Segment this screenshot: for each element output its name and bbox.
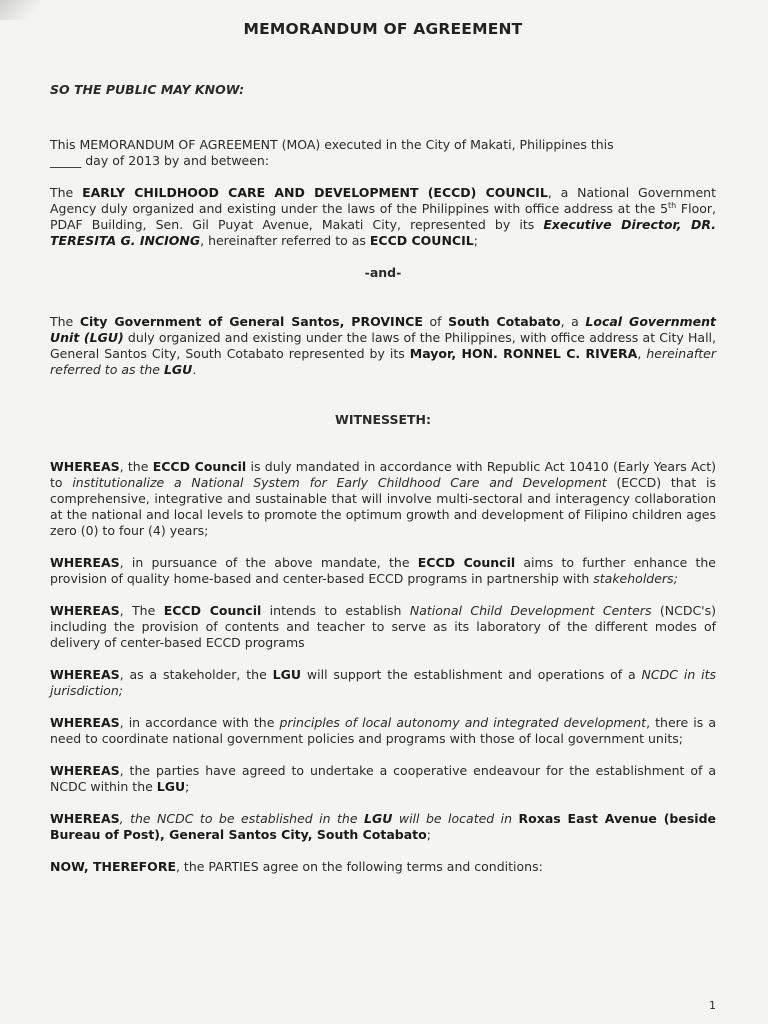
- whereas-clause-3: WHEREAS, The ECCD Council intends to establish National Child Development Centers (NCDC's) including the provision of contents and teacher to serve as its laboratory of the different modes of delivery of center-based ECCD programs: [50, 603, 717, 650]
- whereas-clause-1: WHEREAS, the ECCD Council is duly mandated in accordance with Republic Act 10410 (Early Years Act) to institutionalize a National System for Early Childhood Care and Development (ECCD) that is comprehensive, integrative and sustainable that will involve multi-sectoral and interagency collaboration at the national and local levels to promote the optimum growth and development of Filipino children ages zero (0) to four (4) years;: [50, 459, 717, 538]
- whereas-clause-4: WHEREAS, as a stakeholder, the LGU will support the establishment and operations of a NCDC in its jurisdiction;: [50, 667, 716, 698]
- now-therefore-clause: NOW, THEREFORE, the PARTIES agree on the following terms and conditions:: [50, 859, 543, 874]
- page-number: 1: [709, 999, 716, 1012]
- whereas-clause-6: WHEREAS, the parties have agreed to undertake a cooperative endeavour for the establishment of a NCDC within the LGU;: [50, 763, 716, 794]
- public-notice-heading: SO THE PUBLIC MAY KNOW:: [50, 82, 245, 97]
- whereas-clause-5: WHEREAS, in accordance with the principles of local autonomy and integrated development, there is a need to coordinate national government policies and programs with those of local government units;: [50, 715, 717, 746]
- whereas-clause-2: WHEREAS, in pursuance of the above mandate, the ECCD Council aims to further enhance the provision of quality home-based and center-based ECCD programs in partnership with stakeholders;: [50, 555, 716, 586]
- witnesseth-heading: WITNESSETH:: [335, 412, 431, 427]
- and-separator: -and-: [364, 265, 402, 280]
- whereas-clause-7: WHEREAS, the NCDC to be established in the LGU will be located in Roxas East Avenue (beside Bureau of Post), General Santos City, South Cotabato;: [50, 811, 717, 842]
- intro-paragraph: This MEMORANDUM OF AGREEMENT (MOA) executed in the City of Makati, Philippines this _____ day of 2013 by and between:: [50, 137, 614, 168]
- party-lgu-paragraph: The City Government of General Santos, PROVINCE of South Cotabato, a Local Government Unit (LGU) duly organized and existing under the laws of the Philippines, with office address at City Hall, General Santos City, South Cotabato represented by its Mayor, HON. RONNEL C. RIVERA, hereinafter referred to as the LGU.: [50, 314, 716, 377]
- document-title: MEMORANDUM OF AGREEMENT: [243, 20, 523, 38]
- scan-shadow: [0, 0, 40, 20]
- party-eccd-paragraph: The EARLY CHILDHOOD CARE AND DEVELOPMENT (ECCD) COUNCIL, a National Government Agency duly organized and existing under the laws of the Philippines with office address at the 5th Floor, PDAF Building, Sen. Gil Puyat Avenue, Makati City, represented by its Executive Director, DR. TERESITA G. INCIONG, hereinafter referred to as ECCD COUNCIL;: [50, 185, 717, 248]
